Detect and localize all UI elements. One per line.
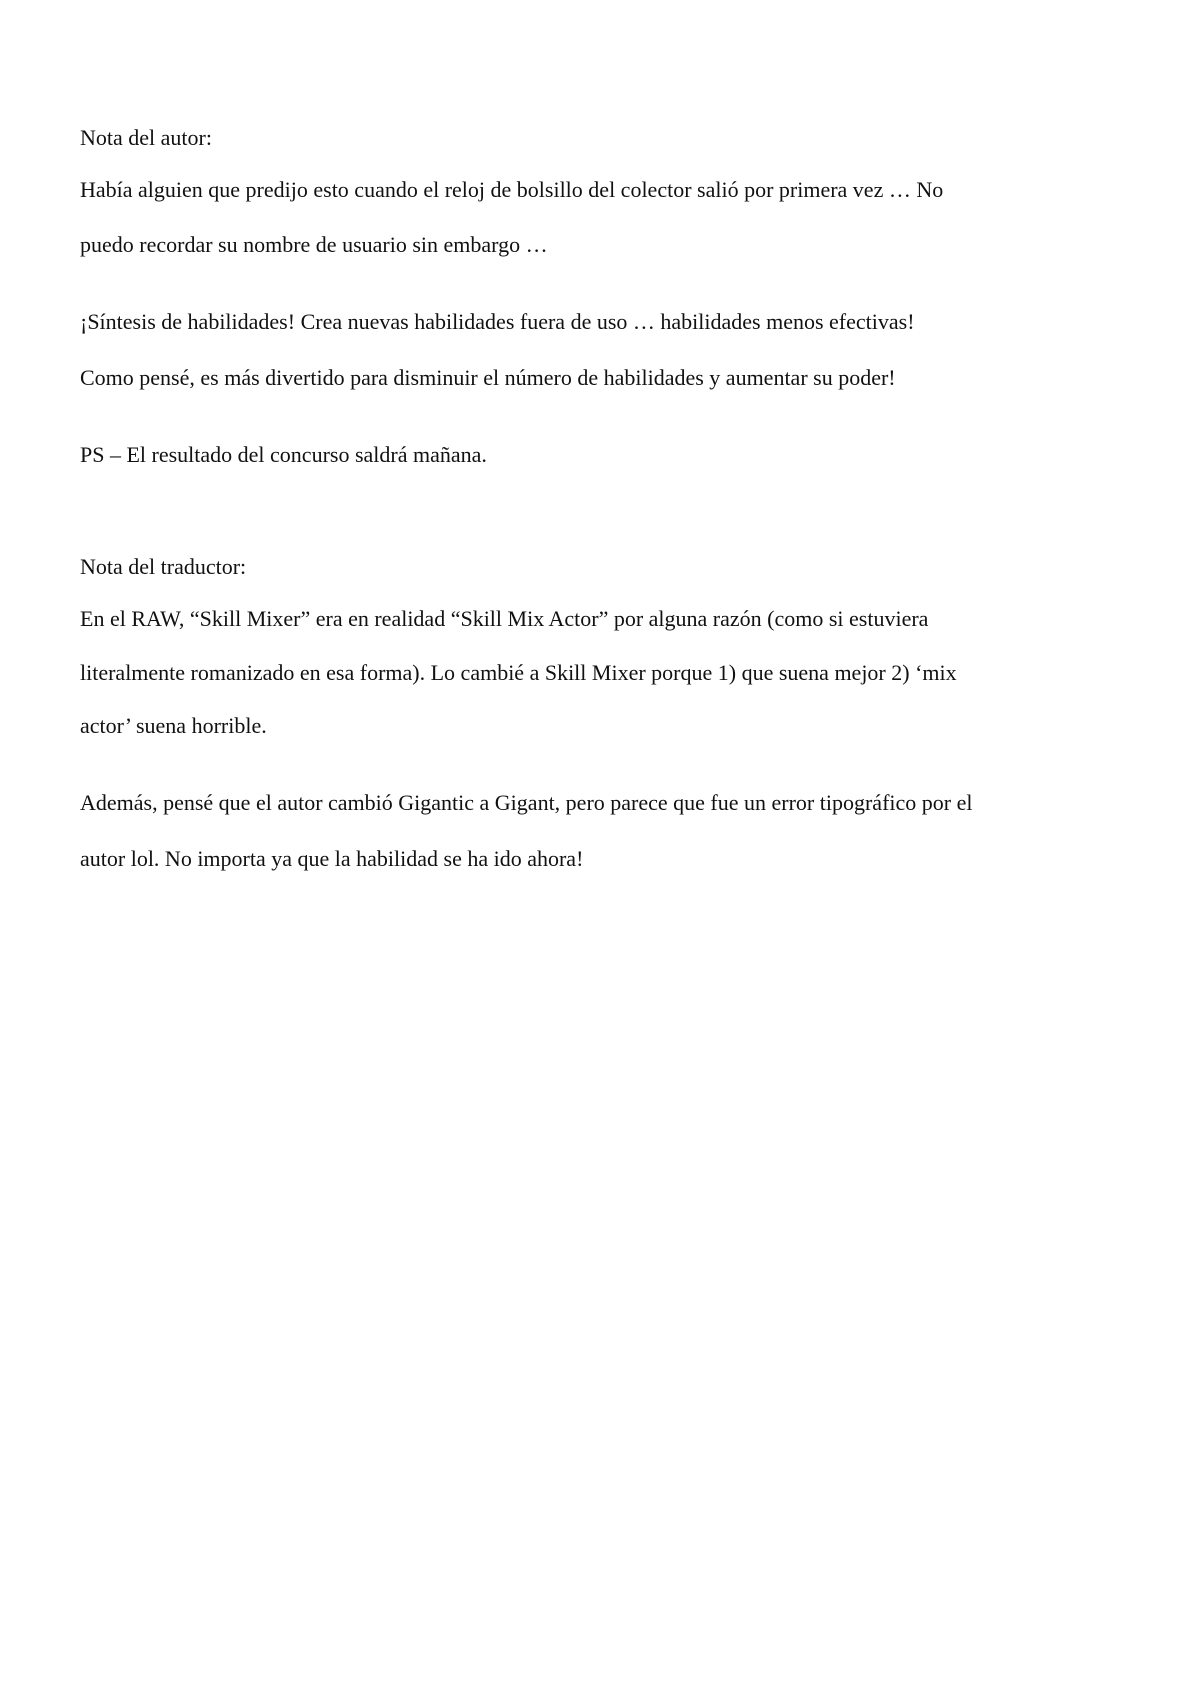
author-note-heading: Nota del autor: — [80, 125, 212, 150]
author-note-p2-line2: Como pensé, es más divertido para disminuir el número de habilidades y aumentar su poder! — [80, 365, 896, 390]
author-note-p2-line1: ¡Síntesis de habilidades! Crea nuevas habilidades fuera de uso … habilidades menos efectivas! — [80, 309, 915, 334]
translator-note-p2-line1: Además, pensé que el autor cambió Gigantic a Gigant, pero parece que fue un error tipográfico por el — [80, 790, 973, 815]
author-note-p1-line2: puedo recordar su nombre de usuario sin embargo … — [80, 232, 548, 257]
translator-note-p1-line3: actor’ suena horrible. — [80, 713, 267, 738]
translator-note-p2-line2: autor lol. No importa ya que la habilidad se ha ido ahora! — [80, 846, 584, 871]
author-note-p1-line1: Había alguien que predijo esto cuando el reloj de bolsillo del colector salió por primera vez … No — [80, 177, 944, 202]
translator-note-heading: Nota del traductor: — [80, 554, 247, 579]
author-note-p3-line1: PS – El resultado del concurso saldrá mañana. — [80, 442, 487, 467]
translator-note-p1-line2: literalmente romanizado en esa forma). Lo cambié a Skill Mixer porque 1) que suena mejor 2) ‘mix — [80, 660, 957, 685]
translator-note-p1-line1: En el RAW, “Skill Mixer” era en realidad “Skill Mix Actor” por alguna razón (como si estuviera — [80, 606, 929, 631]
